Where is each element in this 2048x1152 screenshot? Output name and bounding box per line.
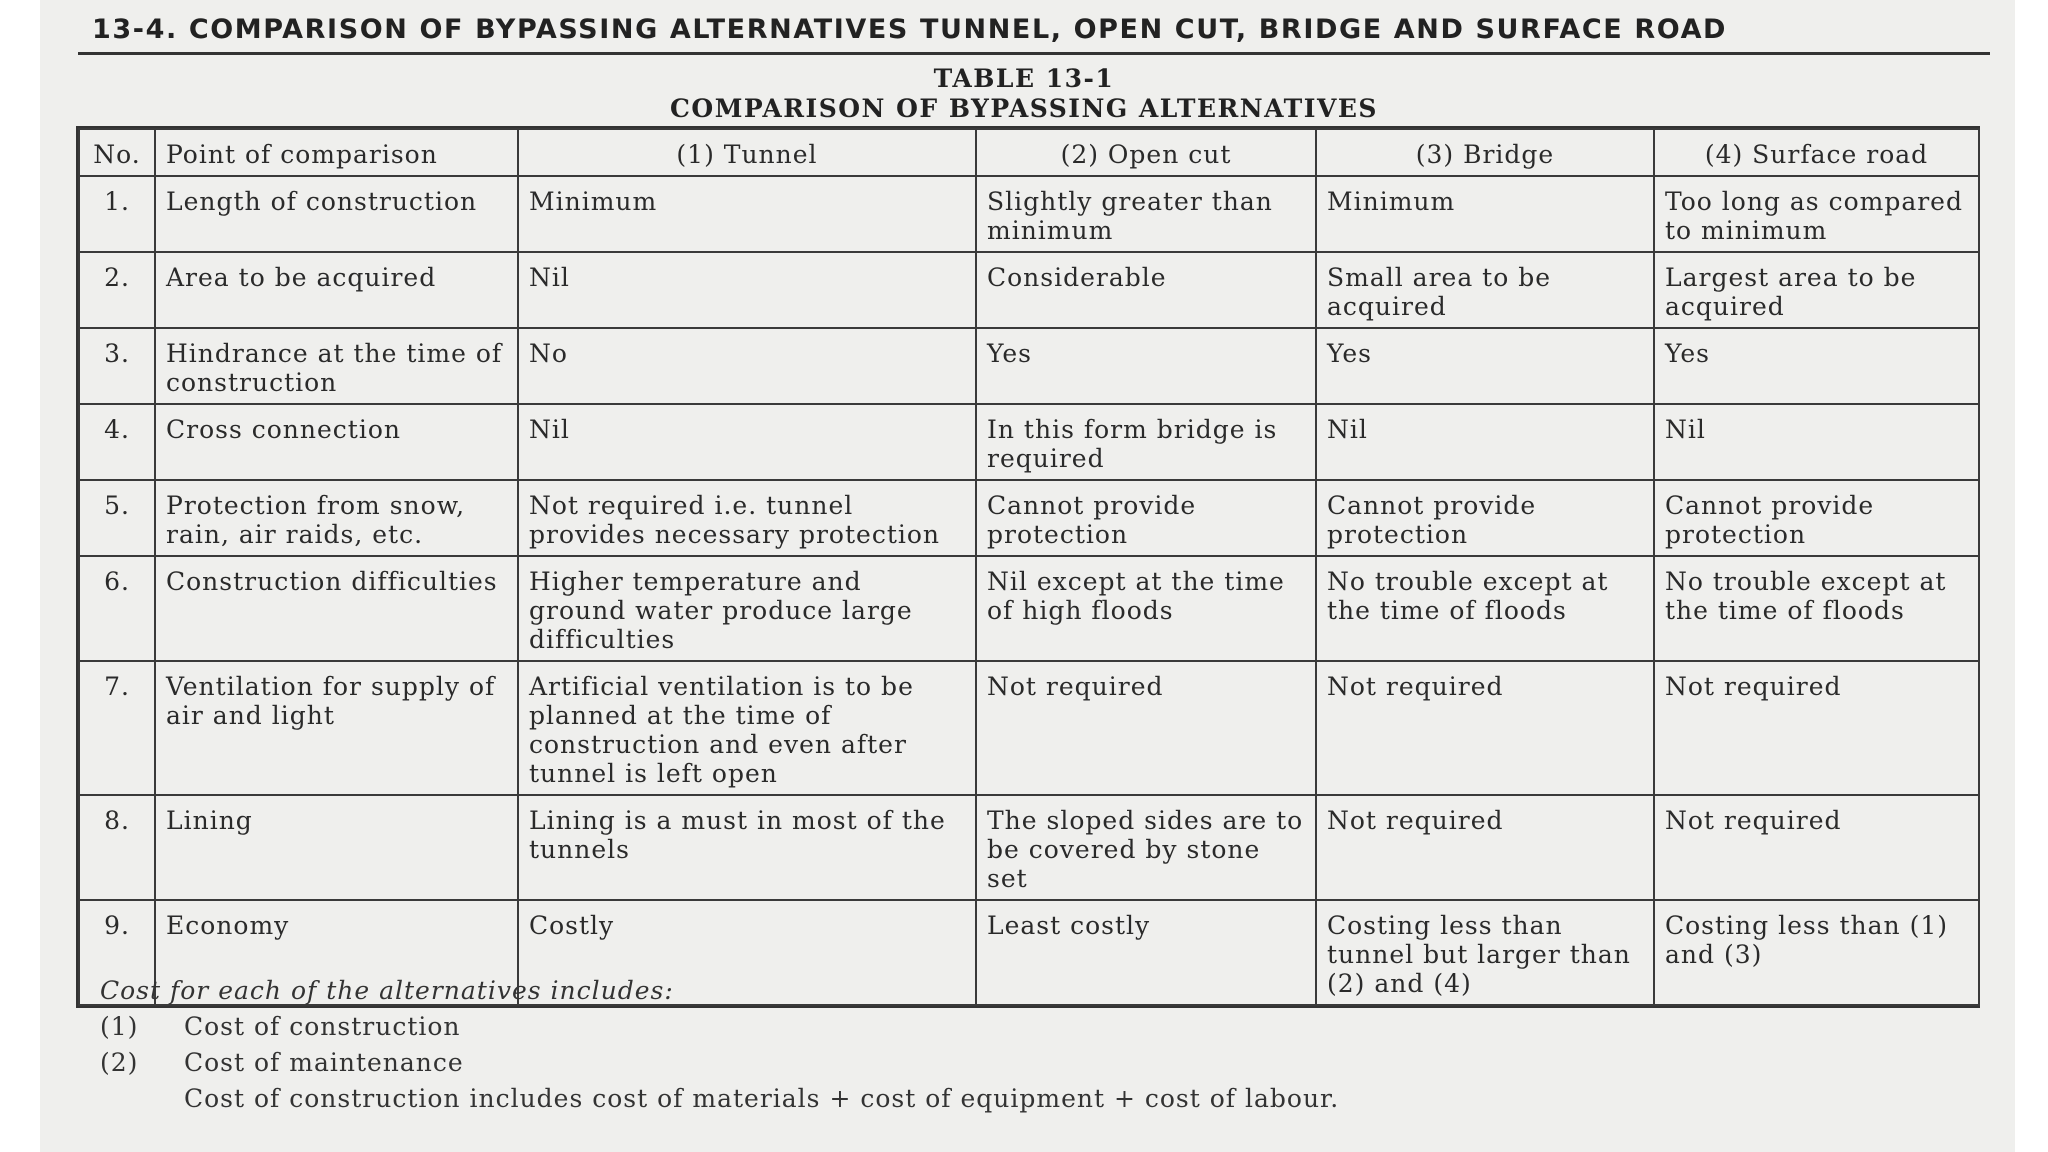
open-cut-cell: Least costly xyxy=(976,900,1316,1005)
surface-road-cell: Yes xyxy=(1654,328,1979,404)
footnote-item xyxy=(100,1009,1960,1045)
row-number: 4. xyxy=(79,404,155,480)
tunnel-cell: Nil xyxy=(518,404,976,480)
header-tunnel: (1) Tunnel xyxy=(518,129,976,176)
surface-road-cell: No trouble except at the time of floods xyxy=(1654,556,1979,661)
row-number: 8. xyxy=(79,795,155,900)
footnote-lead: Cost for each of the alternatives includes: xyxy=(100,976,674,1005)
table-row xyxy=(79,556,1979,661)
footnote-cost-breakdown: Cost of construction includes cost of materials + cost of equipment + cost of labour. xyxy=(184,1084,1340,1113)
surface-road-cell: Largest area to be acquired xyxy=(1654,252,1979,328)
table-row xyxy=(79,480,1979,556)
surface-road-cell: Not required xyxy=(1654,661,1979,795)
row-number: 9. xyxy=(79,900,155,1005)
open-cut-cell: Slightly greater than minimum xyxy=(976,176,1316,252)
table-row xyxy=(79,795,1979,900)
table-number: TABLE 13-1 xyxy=(933,64,1115,93)
point-of-comparison: Length of construction xyxy=(155,176,518,252)
open-cut-cell: The sloped sides are to be covered by stone set xyxy=(976,795,1316,900)
surface-road-cell: Cannot provide protection xyxy=(1654,480,1979,556)
tunnel-cell: Lining is a must in most of the tunnels xyxy=(518,795,976,900)
heading-rule xyxy=(78,52,1990,55)
comparison-table-frame xyxy=(76,126,1980,1008)
bridge-cell: Cannot provide protection xyxy=(1316,480,1654,556)
table-row xyxy=(79,404,1979,480)
header-surface-road: (4) Surface road xyxy=(1654,129,1979,176)
open-cut-cell: Yes xyxy=(976,328,1316,404)
comparison-table xyxy=(78,128,1980,1006)
header-no: No. xyxy=(79,129,155,176)
open-cut-cell: In this form bridge is required xyxy=(976,404,1316,480)
bridge-cell: Not required xyxy=(1316,661,1654,795)
open-cut-cell: Considerable xyxy=(976,252,1316,328)
table-row xyxy=(79,176,1979,252)
open-cut-cell: Not required xyxy=(976,661,1316,795)
bridge-cell: Yes xyxy=(1316,328,1654,404)
row-number: 7. xyxy=(79,661,155,795)
surface-road-cell: Too long as compared to minimum xyxy=(1654,176,1979,252)
bridge-cell: Nil xyxy=(1316,404,1654,480)
tunnel-cell: Artificial ventilation is to be planned at the time of construction and even after tunnel is left open xyxy=(518,661,976,795)
bridge-cell: No trouble except at the time of floods xyxy=(1316,556,1654,661)
table-title: COMPARISON OF BYPASSING ALTERNATIVES xyxy=(670,94,1378,123)
row-number: 1. xyxy=(79,176,155,252)
header-point-of-comparison: Point of comparison xyxy=(155,129,518,176)
row-number: 6. xyxy=(79,556,155,661)
surface-road-cell: Nil xyxy=(1654,404,1979,480)
row-number: 5. xyxy=(79,480,155,556)
row-number: 3. xyxy=(79,328,155,404)
footnote-item-text: Cost of construction xyxy=(184,1012,461,1041)
point-of-comparison: Lining xyxy=(155,795,518,900)
bridge-cell: Costing less than tunnel but larger than (2) and (4) xyxy=(1316,900,1654,1005)
tunnel-cell: Not required i.e. tunnel provides necessary protection xyxy=(518,480,976,556)
point-of-comparison: Hindrance at the time of construction xyxy=(155,328,518,404)
point-of-comparison: Protection from snow, rain, air raids, etc. xyxy=(155,480,518,556)
table-row xyxy=(79,328,1979,404)
header-bridge: (3) Bridge xyxy=(1316,129,1654,176)
bridge-cell: Small area to be acquired xyxy=(1316,252,1654,328)
open-cut-cell: Nil except at the time of high floods xyxy=(976,556,1316,661)
bridge-cell: Not required xyxy=(1316,795,1654,900)
point-of-comparison: Ventilation for supply of air and light xyxy=(155,661,518,795)
header-open-cut: (2) Open cut xyxy=(976,129,1316,176)
bridge-cell: Minimum xyxy=(1316,176,1654,252)
footnote-item-number: (1) xyxy=(100,1012,139,1041)
tunnel-cell: Higher temperature and ground water produce large difficulties xyxy=(518,556,976,661)
open-cut-cell: Cannot provide protection xyxy=(976,480,1316,556)
table-row xyxy=(79,252,1979,328)
surface-road-cell: Costing less than (1) and (3) xyxy=(1654,900,1979,1005)
footnote-item-text: Cost of maintenance xyxy=(184,1048,464,1077)
tunnel-cell: No xyxy=(518,328,976,404)
row-number: 2. xyxy=(79,252,155,328)
point-of-comparison: Construction difficulties xyxy=(155,556,518,661)
cost-footnote xyxy=(100,973,1960,1117)
tunnel-cell: Costly xyxy=(518,900,976,1005)
point-of-comparison: Economy xyxy=(155,900,518,1005)
table-header-row xyxy=(79,129,1979,176)
point-of-comparison: Cross connection xyxy=(155,404,518,480)
tunnel-cell: Nil xyxy=(518,252,976,328)
point-of-comparison: Area to be acquired xyxy=(155,252,518,328)
tunnel-cell: Minimum xyxy=(518,176,976,252)
footnote-item-number: (2) xyxy=(100,1048,139,1077)
section-heading: 13-4. COMPARISON OF BYPASSING ALTERNATIVES TUNNEL, OPEN CUT, BRIDGE AND SURFACE ROAD xyxy=(92,14,1728,45)
surface-road-cell: Not required xyxy=(1654,795,1979,900)
table-row xyxy=(79,661,1979,795)
table-body xyxy=(79,176,1979,1005)
footnote-item xyxy=(100,1045,1960,1081)
